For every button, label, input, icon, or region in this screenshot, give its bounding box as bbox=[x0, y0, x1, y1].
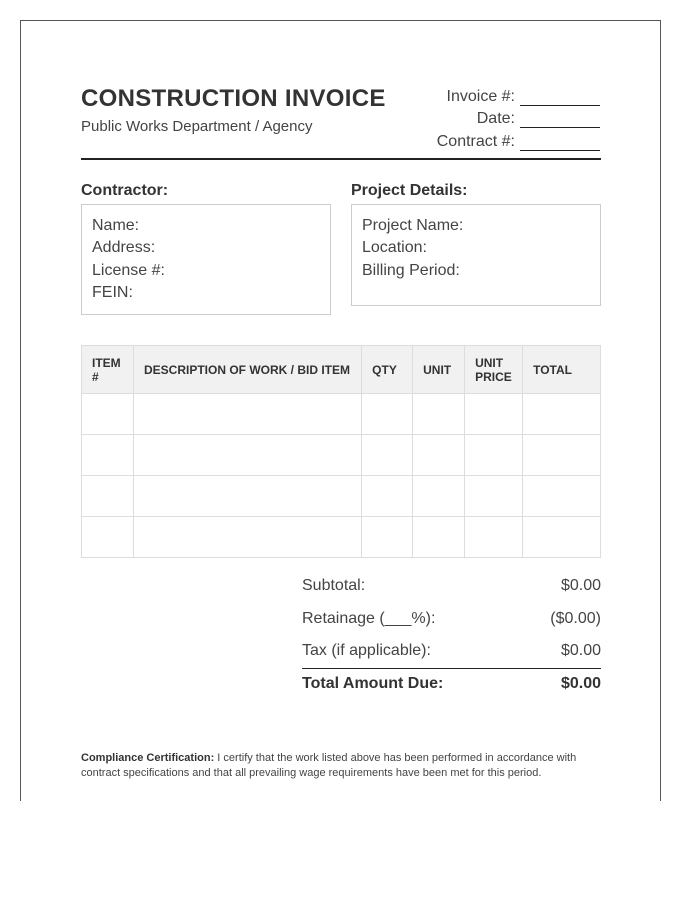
table-cell[interactable] bbox=[82, 476, 134, 517]
date-field[interactable] bbox=[520, 111, 600, 128]
totals-divider bbox=[302, 668, 601, 669]
retainage-label: Retainage (___%): bbox=[302, 610, 436, 627]
table-cell[interactable] bbox=[82, 435, 134, 476]
table-cell[interactable] bbox=[133, 394, 361, 435]
project-name-field[interactable]: Project Name: bbox=[362, 217, 464, 234]
page-subtitle: Public Works Department / Agency bbox=[81, 118, 313, 135]
header-divider bbox=[81, 158, 601, 160]
table-cell[interactable] bbox=[133, 517, 361, 558]
tax-label: Tax (if applicable): bbox=[302, 642, 431, 659]
project-location-field[interactable]: Location: bbox=[362, 239, 427, 257]
table-cell[interactable] bbox=[362, 394, 413, 435]
col-header-unit-price: UNIT PRICE bbox=[465, 346, 523, 394]
table-header-row bbox=[82, 346, 601, 394]
table-cell[interactable] bbox=[413, 476, 465, 517]
invoice-page bbox=[20, 20, 661, 801]
table-cell[interactable] bbox=[523, 476, 601, 517]
table-cell[interactable] bbox=[523, 394, 601, 435]
contract-number-field[interactable] bbox=[520, 134, 600, 151]
table-cell[interactable] bbox=[465, 517, 523, 558]
col-header-description: DESCRIPTION OF WORK / BID ITEM bbox=[133, 346, 361, 394]
table-cell[interactable] bbox=[465, 476, 523, 517]
subtotal-label: Subtotal: bbox=[302, 577, 366, 594]
total-due-row bbox=[302, 675, 601, 693]
contract-number-label: Contract #: bbox=[436, 132, 515, 150]
table-row bbox=[82, 435, 601, 476]
total-due-value: $0.00 bbox=[560, 675, 601, 692]
certification-label: Compliance Certification: bbox=[81, 752, 215, 764]
contractor-box bbox=[81, 204, 331, 315]
table-cell[interactable] bbox=[413, 394, 465, 435]
table-cell[interactable] bbox=[133, 476, 361, 517]
table-cell[interactable] bbox=[362, 476, 413, 517]
table-row bbox=[82, 394, 601, 435]
table-row bbox=[82, 517, 601, 558]
compliance-certification bbox=[81, 751, 601, 781]
invoice-number-field[interactable] bbox=[520, 89, 600, 106]
table-cell[interactable] bbox=[133, 435, 361, 476]
retainage-row bbox=[302, 610, 601, 628]
contractor-fein-field[interactable]: FEIN: bbox=[92, 283, 133, 301]
total-due-label: Total Amount Due: bbox=[302, 675, 444, 692]
date-label: Date: bbox=[476, 110, 515, 127]
invoice-number-label: Invoice #: bbox=[446, 87, 515, 105]
project-box bbox=[351, 204, 601, 306]
invoice-number-row bbox=[380, 83, 600, 106]
project-billing-period-field[interactable]: Billing Period: bbox=[362, 261, 460, 279]
contract-number-row bbox=[380, 128, 600, 151]
tax-value: $0.00 bbox=[560, 642, 601, 659]
invoice-meta bbox=[380, 83, 600, 151]
table-cell[interactable] bbox=[523, 517, 601, 558]
col-header-unit: UNIT bbox=[413, 346, 465, 394]
table-cell[interactable] bbox=[82, 517, 134, 558]
subtotal-row bbox=[302, 577, 601, 595]
col-header-item: ITEM # bbox=[82, 346, 134, 394]
table-cell[interactable] bbox=[362, 435, 413, 476]
contractor-address-field[interactable]: Address: bbox=[92, 239, 156, 257]
table-cell[interactable] bbox=[465, 435, 523, 476]
line-items-table bbox=[81, 345, 601, 558]
table-cell[interactable] bbox=[465, 394, 523, 435]
subtotal-value: $0.00 bbox=[560, 577, 601, 594]
page-title: CONSTRUCTION INVOICE bbox=[81, 85, 386, 112]
col-header-total: TOTAL bbox=[523, 346, 601, 394]
table-cell[interactable] bbox=[413, 517, 465, 558]
table-cell[interactable] bbox=[362, 517, 413, 558]
table-row bbox=[82, 476, 601, 517]
tax-row bbox=[302, 642, 601, 660]
col-header-qty: QTY bbox=[362, 346, 413, 394]
date-row bbox=[380, 106, 600, 129]
contractor-license-field[interactable]: License #: bbox=[92, 261, 165, 279]
table-cell[interactable] bbox=[413, 435, 465, 476]
project-heading: Project Details: bbox=[351, 182, 468, 199]
contractor-name-field[interactable]: Name: bbox=[92, 217, 140, 234]
contractor-heading: Contractor: bbox=[81, 182, 169, 199]
certification-text: I certify that the work listed above has been performed in accordance with contract specifications and that all prevailing wage requirements have been met for this period. bbox=[81, 752, 577, 779]
table-cell[interactable] bbox=[523, 435, 601, 476]
retainage-value: ($0.00) bbox=[550, 610, 601, 627]
table-cell[interactable] bbox=[82, 394, 134, 435]
